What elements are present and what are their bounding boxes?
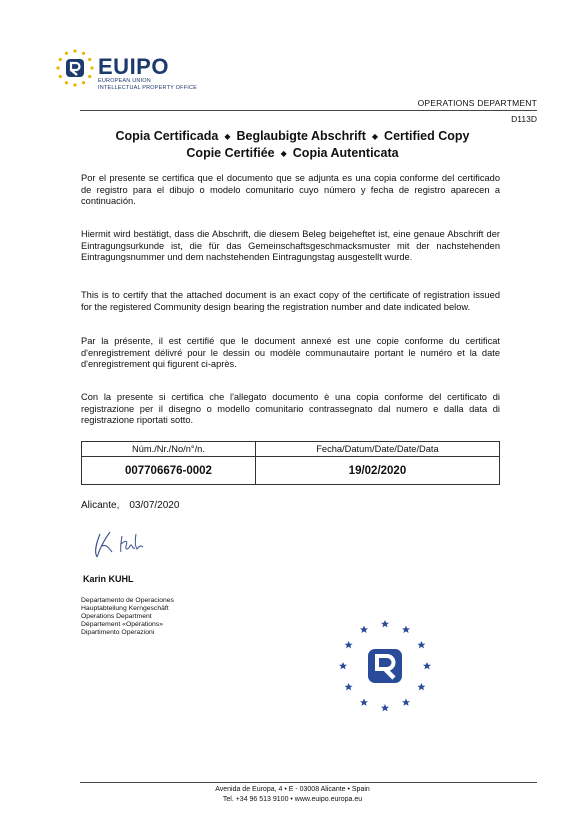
document-title bbox=[60, 128, 525, 162]
diamond-separator-icon: ◆ bbox=[224, 132, 231, 141]
footer-divider bbox=[80, 782, 537, 783]
signer-name: Karin KUHL bbox=[83, 574, 134, 584]
list-item: Département «Opérations» bbox=[81, 621, 163, 628]
handwritten-signature bbox=[88, 526, 168, 562]
signer-departments bbox=[81, 597, 174, 637]
title-line-2 bbox=[60, 145, 525, 162]
title-it: Copia Autenticata bbox=[292, 146, 399, 160]
logo-subline: EUROPEAN UNION INTELLECTUAL PROPERTY OFFICE bbox=[98, 78, 198, 91]
number-header: Núm./Nr./No/n°/n. bbox=[82, 442, 256, 457]
list-item: Departamento de Operaciones bbox=[81, 597, 174, 604]
department-label: OPERATIONS DEPARTMENT bbox=[417, 98, 537, 108]
footer-contact: Tel. +34 96 513 9100 • www.euipo.europa.eu bbox=[222, 796, 363, 803]
registration-table bbox=[81, 441, 500, 485]
paragraph-es: Por el presente se certifica que el documento que se adjunta es una copia conforme del certificado de registro para el dibujo o modelo comunitario cuyo número y fecha de registro aparecen a continuación. bbox=[81, 173, 500, 206]
title-es: Copia Certificada bbox=[115, 129, 219, 143]
diamond-separator-icon: ◆ bbox=[371, 132, 379, 141]
registration-number: 007706676-0002 bbox=[82, 457, 256, 485]
title-line-1 bbox=[60, 128, 525, 145]
table-row bbox=[82, 457, 500, 485]
title-fr: Copie Certifiée bbox=[186, 146, 275, 160]
diamond-separator-icon: ◆ bbox=[280, 149, 287, 158]
place-date bbox=[81, 500, 179, 511]
document-code: D113D bbox=[511, 114, 537, 124]
header-divider bbox=[80, 110, 537, 111]
footer-address: Avenida de Europa, 4 • E - 03008 Alicante • Spain bbox=[215, 786, 370, 793]
paragraph-fr: Par la présente, il est certifié que le document annexé est une copie conforme du certificat d'enregistrement délivré pour le dessin ou modèle communautaire portant le numéro et la date d'enregistrement qui figurent ci-après. bbox=[81, 336, 500, 369]
list-item: Hauptabteilung Kerngeschäft bbox=[81, 605, 169, 612]
euipo-star-emblem-icon bbox=[55, 48, 95, 88]
registration-date: 19/02/2020 bbox=[255, 457, 499, 485]
table-header-row bbox=[82, 442, 500, 457]
paragraph-en: This is to certify that the attached document is an exact copy of the certificate of registration issued for the registered Community design bearing the registration number and date indicated below. bbox=[81, 290, 500, 312]
title-de: Beglaubigte Abschrift bbox=[236, 129, 366, 143]
list-item: Dipartimento Operazioni bbox=[81, 629, 155, 636]
issue-date: 03/07/2020 bbox=[129, 500, 180, 511]
paragraph-it: Con la presente si certifica che l'allegato documento è una copia conforme del certificato di registrazione per il disegno o modello comunitario contrassegnato dal numero e dalla data di registrazione riportati sotto. bbox=[81, 392, 500, 425]
list-item: Operations Department bbox=[81, 613, 152, 620]
euipo-seal-icon bbox=[335, 616, 435, 716]
euipo-logo bbox=[55, 48, 200, 92]
footer bbox=[0, 785, 585, 805]
logo-wordmark: EUIPO bbox=[98, 54, 169, 79]
date-header: Fecha/Datum/Date/Date/Data bbox=[255, 442, 499, 457]
title-en: Certified Copy bbox=[384, 129, 470, 143]
paragraph-de: Hiermit wird bestätigt, dass die Abschrift, die diesem Beleg beigeheftet ist, eine genaue Abschrift der Eintragungsurkunde ist, die für das Gemeinschaftsgeschmacksmuster mit der nachstehenden Eintragungsnummer und dem nachstehenden Eintragungstag ausgestellt wurde. bbox=[81, 229, 500, 262]
place-city: Alicante, bbox=[81, 500, 120, 511]
